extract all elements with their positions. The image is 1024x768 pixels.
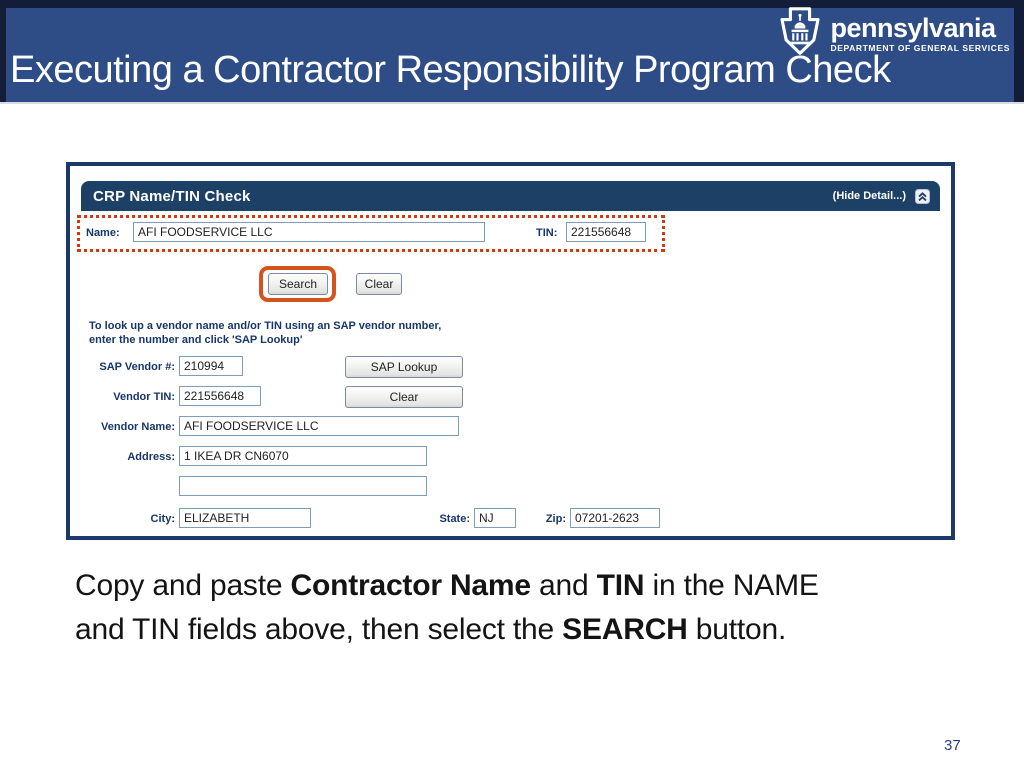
caption-text: and TIN fields above, then select the xyxy=(75,613,563,646)
keystone-capitol-icon xyxy=(776,4,824,63)
caption-text: in the NAME xyxy=(644,569,819,602)
sap-instructions xyxy=(89,320,441,347)
sap-instructions-line2: enter the number and click 'SAP Lookup' xyxy=(89,333,303,346)
clear-button[interactable]: Clear xyxy=(356,273,402,295)
city-label: City: xyxy=(150,513,175,525)
caption-text: and xyxy=(530,569,597,602)
banner-background xyxy=(6,8,1014,102)
caption-bold-contractor-name: Contractor Name xyxy=(290,569,531,602)
caption-text: Copy and paste xyxy=(75,569,291,602)
zip-input[interactable] xyxy=(570,508,660,528)
pennsylvania-logo xyxy=(776,4,1010,63)
name-label: Name: xyxy=(86,227,120,239)
page-title: Executing a Contractor Responsibility Program Check xyxy=(10,49,891,91)
tin-label: TIN: xyxy=(536,227,558,239)
vendor-tin-input[interactable] xyxy=(179,386,261,406)
state-label: State: xyxy=(439,513,470,525)
caption-text: button. xyxy=(687,613,787,646)
vendor-tin-label: Vendor TIN: xyxy=(113,391,175,403)
address-input[interactable] xyxy=(179,446,427,466)
city-input[interactable] xyxy=(179,508,311,528)
logo-wordmark: pennsylvania xyxy=(830,13,996,43)
hide-detail-link[interactable]: (Hide Detail...) xyxy=(832,190,906,202)
caption-line-2 xyxy=(75,608,935,652)
sap-vendor-label: SAP Vendor #: xyxy=(99,361,175,373)
search-button[interactable]: Search xyxy=(268,273,328,295)
sap-lookup-button[interactable]: SAP Lookup xyxy=(345,356,463,378)
name-input[interactable] xyxy=(133,222,485,242)
sap-vendor-input[interactable] xyxy=(179,356,243,376)
vendor-clear-button[interactable]: Clear xyxy=(345,386,463,408)
caption-bold-tin: TIN xyxy=(596,569,645,602)
address2-input[interactable] xyxy=(179,476,427,496)
caption-line-1 xyxy=(75,564,935,608)
page-number: 37 xyxy=(944,737,961,754)
panel-titlebar xyxy=(81,181,940,211)
vendor-name-label: Vendor Name: xyxy=(101,421,175,433)
logo-department: DEPARTMENT OF GENERAL SERVICES xyxy=(830,43,1010,53)
panel-title: CRP Name/TIN Check xyxy=(93,187,251,205)
address-label: Address: xyxy=(127,451,175,463)
header-banner xyxy=(0,0,1024,102)
sap-instructions-line1: To look up a vendor name and/or TIN using an SAP vendor number, xyxy=(89,320,442,332)
vendor-name-input[interactable] xyxy=(179,416,459,436)
caption-bold-search: SEARCH xyxy=(562,613,688,646)
zip-label: Zip: xyxy=(545,513,566,525)
crp-check-panel xyxy=(66,162,955,540)
tin-input[interactable] xyxy=(566,222,646,242)
caption xyxy=(75,564,935,652)
chevron-double-up-icon[interactable] xyxy=(915,189,930,204)
